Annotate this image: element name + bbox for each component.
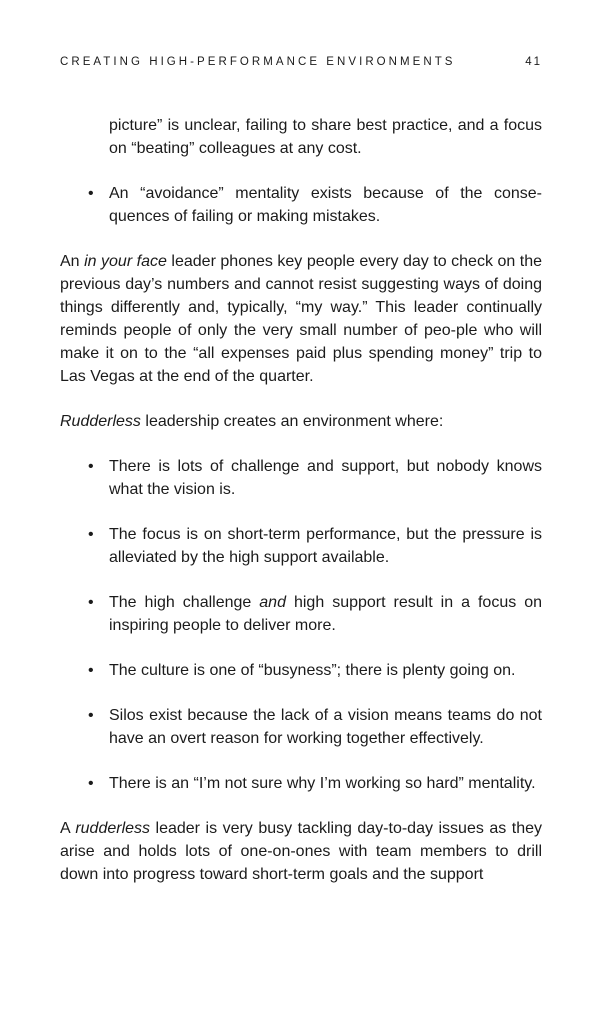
list-item: • There is an “I’m not sure why I’m working so hard” mentality. xyxy=(60,772,542,795)
bullet-list-rudderless xyxy=(60,455,542,795)
page-body xyxy=(60,114,542,886)
running-header xyxy=(60,56,542,72)
paragraph-text: An xyxy=(60,253,85,270)
list-item: • Silos exist because the lack of a vision means teams do not have an overt reason for working together effectively. xyxy=(60,704,542,750)
paragraph-text: A xyxy=(60,820,76,837)
emphasis-text: in your face xyxy=(84,253,167,270)
list-item: • An “avoidance” mentality exists because of the conse-quences of failing or making mistakes. xyxy=(60,182,542,228)
paragraph-text: leader phones key people every day to check on the previous day’s numbers and cannot resist suggesting ways of doing things differently and, typically, “my way.” This leader continually reminds people of only the very small number of peo-ple who will make it on to the “all expenses paid plus spending money” trip to Las Vegas at the end of the quarter. xyxy=(60,253,543,385)
emphasis-text: rudderless xyxy=(75,820,151,837)
emphasis-text: and xyxy=(259,594,286,611)
running-title: CREATING HIGH-PERFORMANCE ENVIRONMENTS xyxy=(60,56,456,68)
paragraph-rudderless-leader xyxy=(60,817,542,886)
list-item xyxy=(60,591,542,637)
paragraph-rudderless-intro xyxy=(60,410,542,433)
continued-bullet-text: picture” is unclear, failing to share best practice, and a focus on “beating” colleagues at any cost. xyxy=(109,117,542,157)
paragraph-text: leadership creates an environment where: xyxy=(140,413,444,430)
list-item-text: The high challenge xyxy=(109,594,260,611)
list-item-text: high support result in a focus on inspiring people to deliver more. xyxy=(109,594,543,634)
list-item: • There is lots of challenge and support, but nobody knows what the vision is. xyxy=(60,455,542,501)
page-number: 41 xyxy=(525,56,542,68)
list-item: • The culture is one of “busyness”; there is plenty going on. xyxy=(60,659,542,682)
bullet-list-avoidance xyxy=(60,182,542,228)
list-item: • The focus is on short-term performance, but the pressure is alleviated by the high support available. xyxy=(60,523,542,569)
emphasis-text: Rudderless xyxy=(60,413,141,430)
paragraph-in-your-face xyxy=(60,250,542,388)
paragraph-text: leader is very busy tackling day-to-day issues as they arise and holds lots of one-on-ones with team members to drill down into progress toward short-term goals and the support xyxy=(60,820,543,883)
